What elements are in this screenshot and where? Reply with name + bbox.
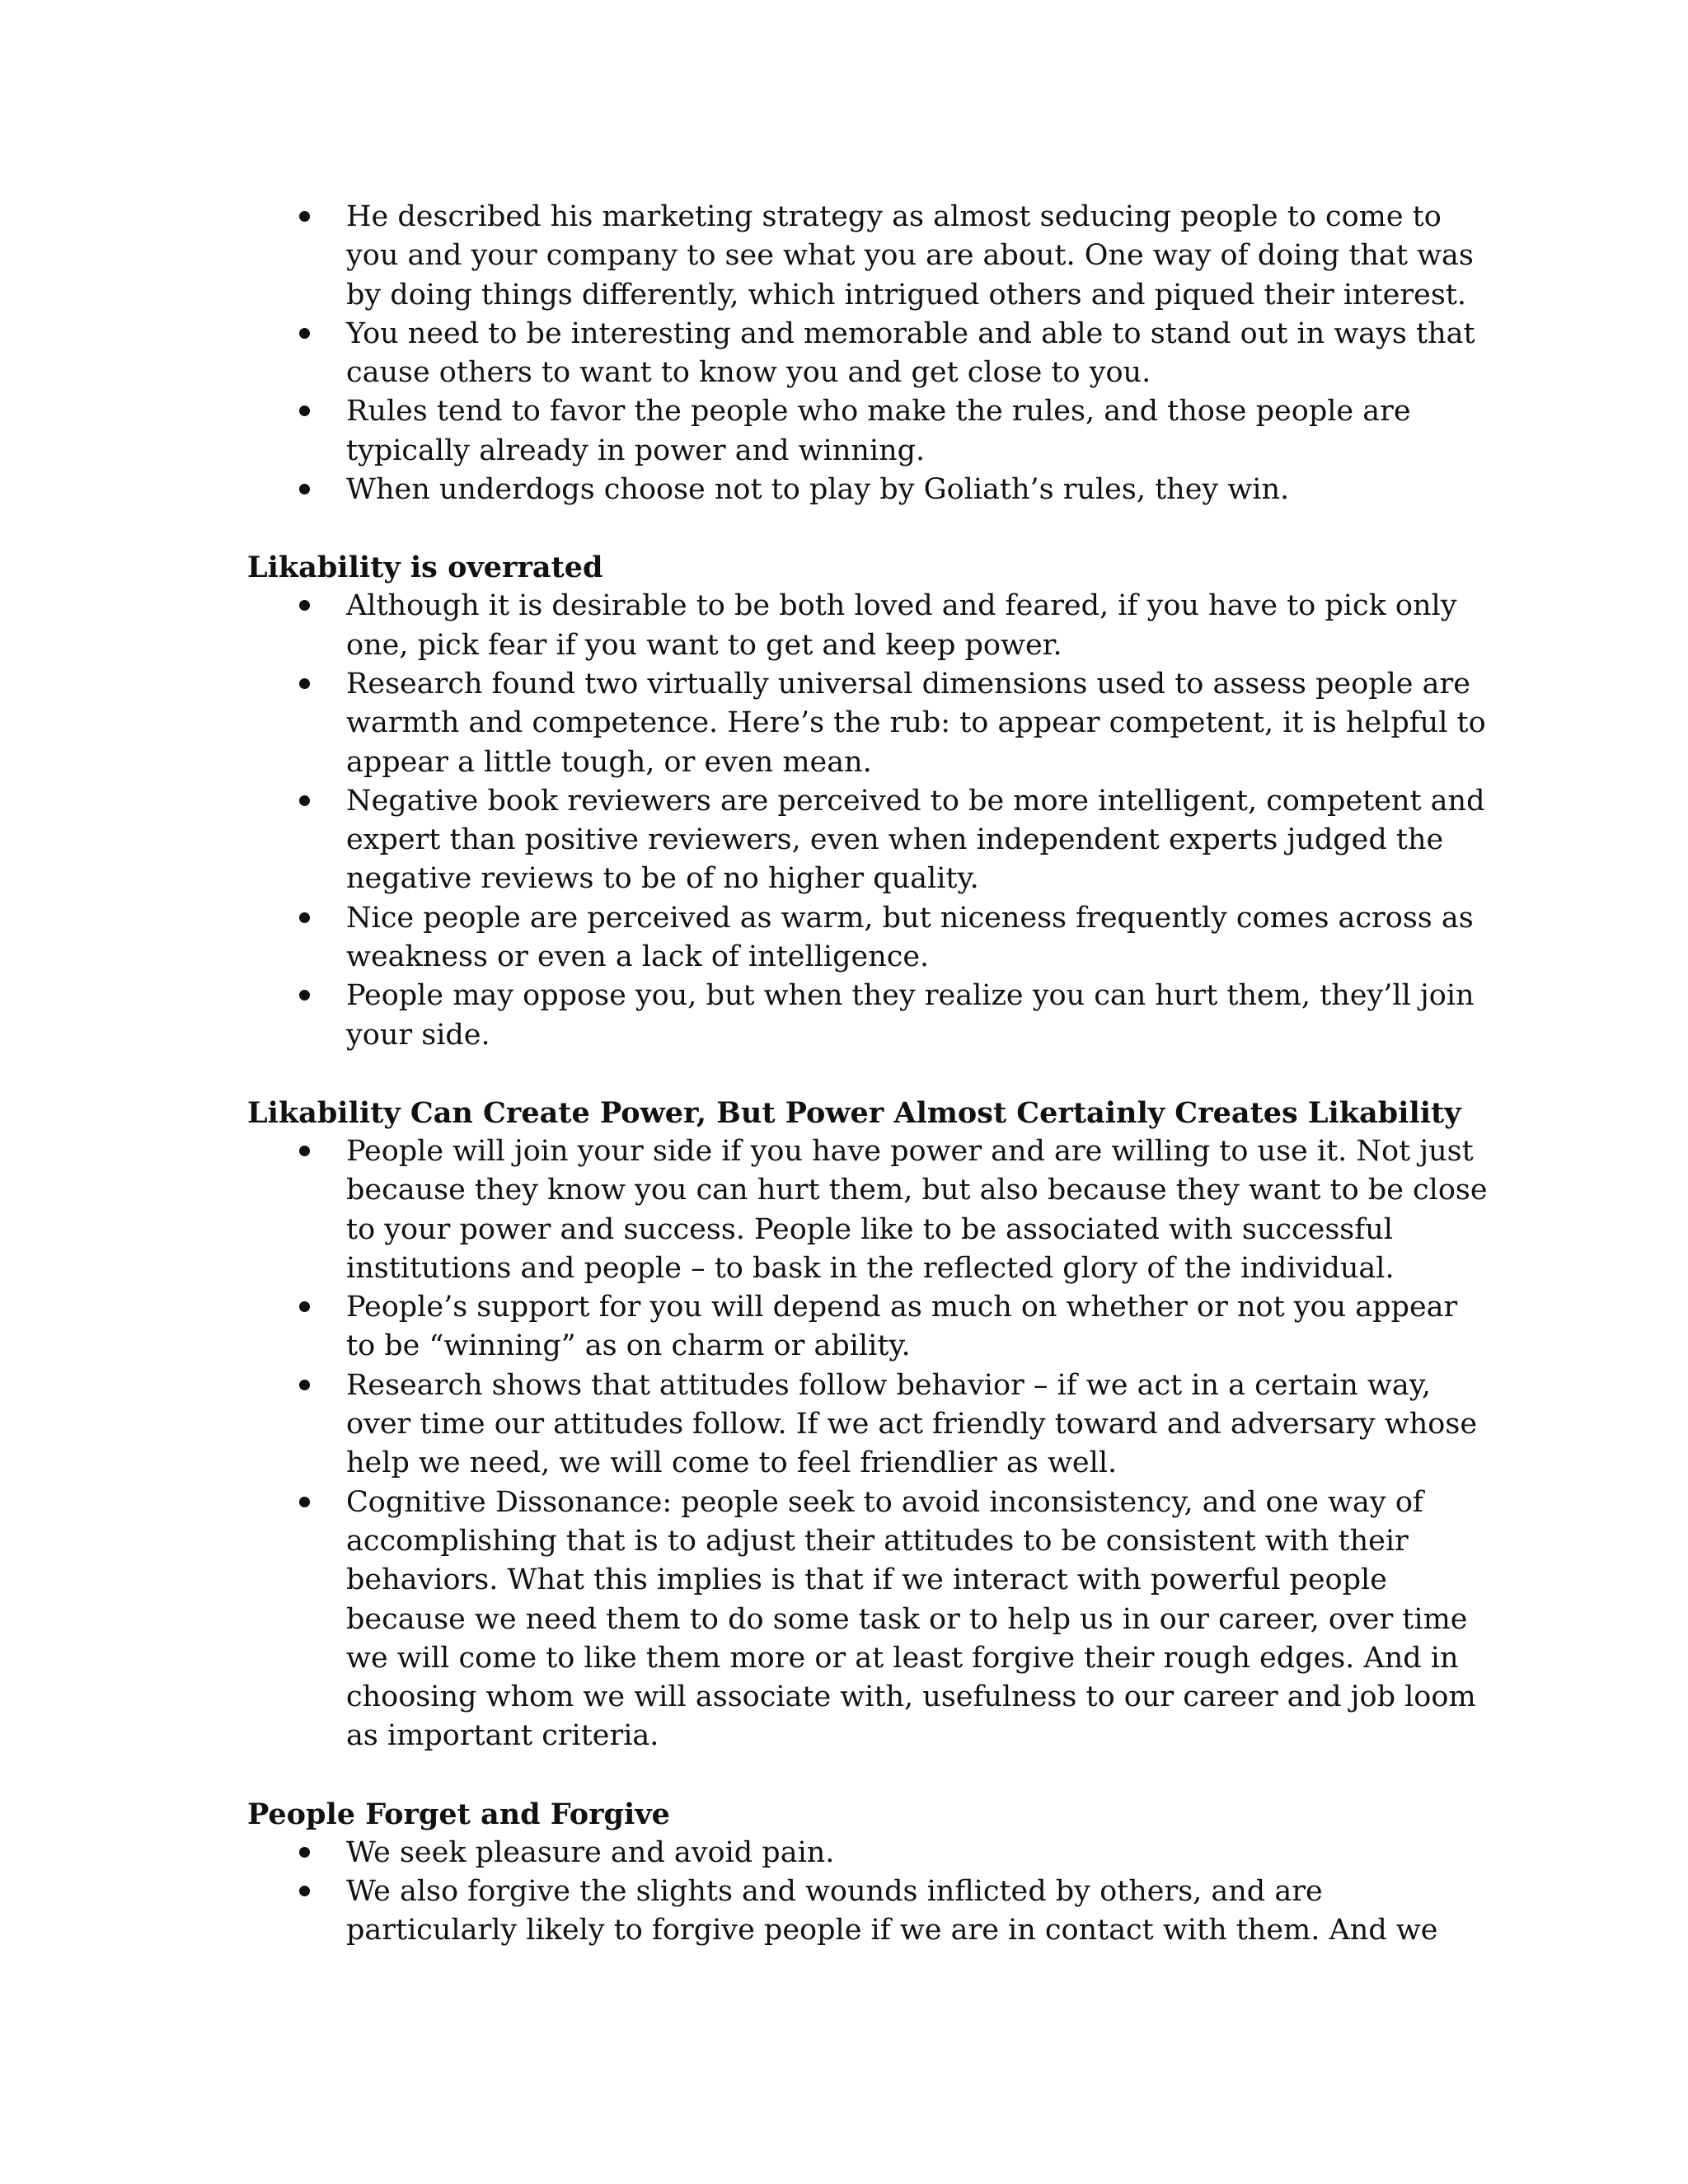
bullet-item <box>247 977 1475 1055</box>
bullet-text-line: Negative book reviewers are perceived to be more intelligent, competent and <box>346 784 1485 818</box>
bullet-dot-icon <box>299 678 310 689</box>
bullet-dot-icon <box>299 600 310 611</box>
bullet-text-line: as important criteria. <box>346 1719 659 1753</box>
bullet-dot-icon <box>299 1146 310 1156</box>
bullet-dot-icon <box>299 1847 310 1858</box>
bullet-dot-icon <box>299 484 310 494</box>
bullet-dot-icon <box>299 1886 310 1896</box>
bullet-text-line: we will come to like them more or at least forgive their rough edges. And in <box>346 1641 1459 1675</box>
section-heading: Likability Can Create Power, But Power Almost Certainly Creates Likability <box>247 1095 1461 1130</box>
bullet-text-line: accomplishing that is to adjust their attitudes to be consistent with their <box>346 1524 1409 1558</box>
bullet-text-line: Research shows that attitudes follow behavior – if we act in a certain way, <box>346 1368 1432 1402</box>
section-heading: Likability is overrated <box>247 551 603 585</box>
bullet-item <box>247 1483 1476 1756</box>
bullet-text-line: behaviors. What this implies is that if we interact with powerful people <box>346 1563 1387 1597</box>
bullet-text-line: because they know you can hurt them, but also because they want to be close <box>346 1174 1488 1207</box>
bullet-text-line: to your power and success. People like to be associated with successful <box>346 1212 1393 1246</box>
bullet-text-line: We also forgive the slights and wounds inflicted by others, and are <box>346 1874 1323 1908</box>
document-section <box>247 548 1486 1055</box>
bullet-text-line: your side. <box>346 1018 490 1052</box>
bullet-item <box>247 665 1486 782</box>
bullet-dot-icon <box>299 990 310 1001</box>
bullet-item <box>247 1834 1451 1872</box>
document-section <box>247 1795 1451 1951</box>
bullet-text-line: choosing whom we will associate with, usefulness to our career and job loom <box>346 1680 1476 1714</box>
bullet-text-line: expert than positive reviewers, even when independent experts judged the <box>346 823 1444 857</box>
bullet-text-line: typically already in power and winning. <box>346 434 926 467</box>
bullet-text-line: cause others to want to know you and get close to you. <box>346 356 1151 390</box>
bullet-text-line: Cognitive Dissonance: people seek to avoid inconsistency, and one way of <box>346 1485 1423 1519</box>
bullet-text-line: He described his marketing strategy as almost seducing people to come to <box>346 200 1442 233</box>
bullet-text-line: institutions and people – to bask in the reflected glory of the individual. <box>346 1251 1395 1285</box>
bullet-item <box>247 899 1474 977</box>
bullet-item <box>247 198 1474 315</box>
bullet-text-line: Nice people are perceived as warm, but niceness frequently comes across as <box>346 901 1474 935</box>
bullet-text-line: appear a little tough, or even mean. <box>346 745 872 779</box>
bullet-list <box>247 198 1475 509</box>
bullet-text-line: negative reviews to be of no higher quality. <box>346 862 979 896</box>
bullet-item <box>247 471 1451 509</box>
bullet-text-line: People’s support for you will depend as much on whether or not you appear <box>346 1291 1458 1324</box>
bullet-text-line: weakness or even a lack of intelligence. <box>346 940 930 974</box>
bullet-text-line: by doing things differently, which intrigued others and piqued their interest. <box>346 278 1466 312</box>
section-heading: People Forget and Forgive <box>247 1797 670 1831</box>
bullet-dot-icon <box>299 1497 310 1507</box>
document-section <box>247 198 1475 509</box>
bullet-text-line: We seek pleasure and avoid pain. <box>346 1835 835 1869</box>
bullet-text-line: help we need, we will come to feel friendlier as well. <box>346 1446 1118 1480</box>
bullet-text-line: particularly likely to forgive people if we are in contact with them. And we <box>346 1914 1438 1947</box>
bullet-item <box>247 782 1485 899</box>
document-section <box>247 1094 1488 1756</box>
bullet-dot-icon <box>299 1380 310 1390</box>
bullet-dot-icon <box>299 912 310 923</box>
bullet-text-line: When underdogs choose not to play by Goliath’s rules, they win. <box>346 473 1290 507</box>
bullet-item <box>247 1132 1488 1288</box>
bullet-item <box>247 315 1475 393</box>
bullet-item <box>247 1872 1451 1951</box>
bullet-item <box>247 587 1457 665</box>
bullet-list <box>247 1834 1451 1951</box>
bullet-dot-icon <box>299 795 310 806</box>
bullet-text-line: over time our attitudes follow. If we act friendly toward and adversary whose <box>346 1408 1478 1441</box>
bullet-dot-icon <box>299 1301 310 1312</box>
bullet-text-line: Although it is desirable to be both loved and feared, if you have to pick only <box>346 589 1457 623</box>
bullet-text-line: Research found two virtually universal dimensions used to assess people are <box>346 667 1470 701</box>
bullet-dot-icon <box>299 405 310 416</box>
bullet-item <box>247 1288 1458 1366</box>
bullet-dot-icon <box>299 328 310 339</box>
bullet-item <box>247 392 1451 471</box>
bullet-list <box>247 587 1486 1055</box>
bullet-text-line: to be “winning” as on charm or ability. <box>346 1329 911 1363</box>
bullet-item <box>247 1366 1478 1483</box>
document-body <box>247 198 1488 1951</box>
bullet-dot-icon <box>299 211 310 222</box>
bullet-list <box>247 1132 1488 1756</box>
bullet-text-line: one, pick fear if you want to get and keep power. <box>346 628 1062 662</box>
bullet-text-line: warmth and competence. Here’s the rub: to appear competent, it is helpful to <box>346 706 1486 740</box>
bullet-text-line: Rules tend to favor the people who make the rules, and those people are <box>346 395 1411 429</box>
bullet-text-line: People may oppose you, but when they realize you can hurt them, they’ll join <box>346 979 1475 1013</box>
bullet-text-line: You need to be interesting and memorable and able to stand out in ways that <box>346 316 1475 350</box>
bullet-text-line: because we need them to do some task or to help us in our career, over time <box>346 1602 1468 1636</box>
bullet-text-line: you and your company to see what you are about. One way of doing that was <box>346 239 1474 273</box>
bullet-text-line: People will join your side if you have power and are willing to use it. Not just <box>346 1134 1474 1168</box>
